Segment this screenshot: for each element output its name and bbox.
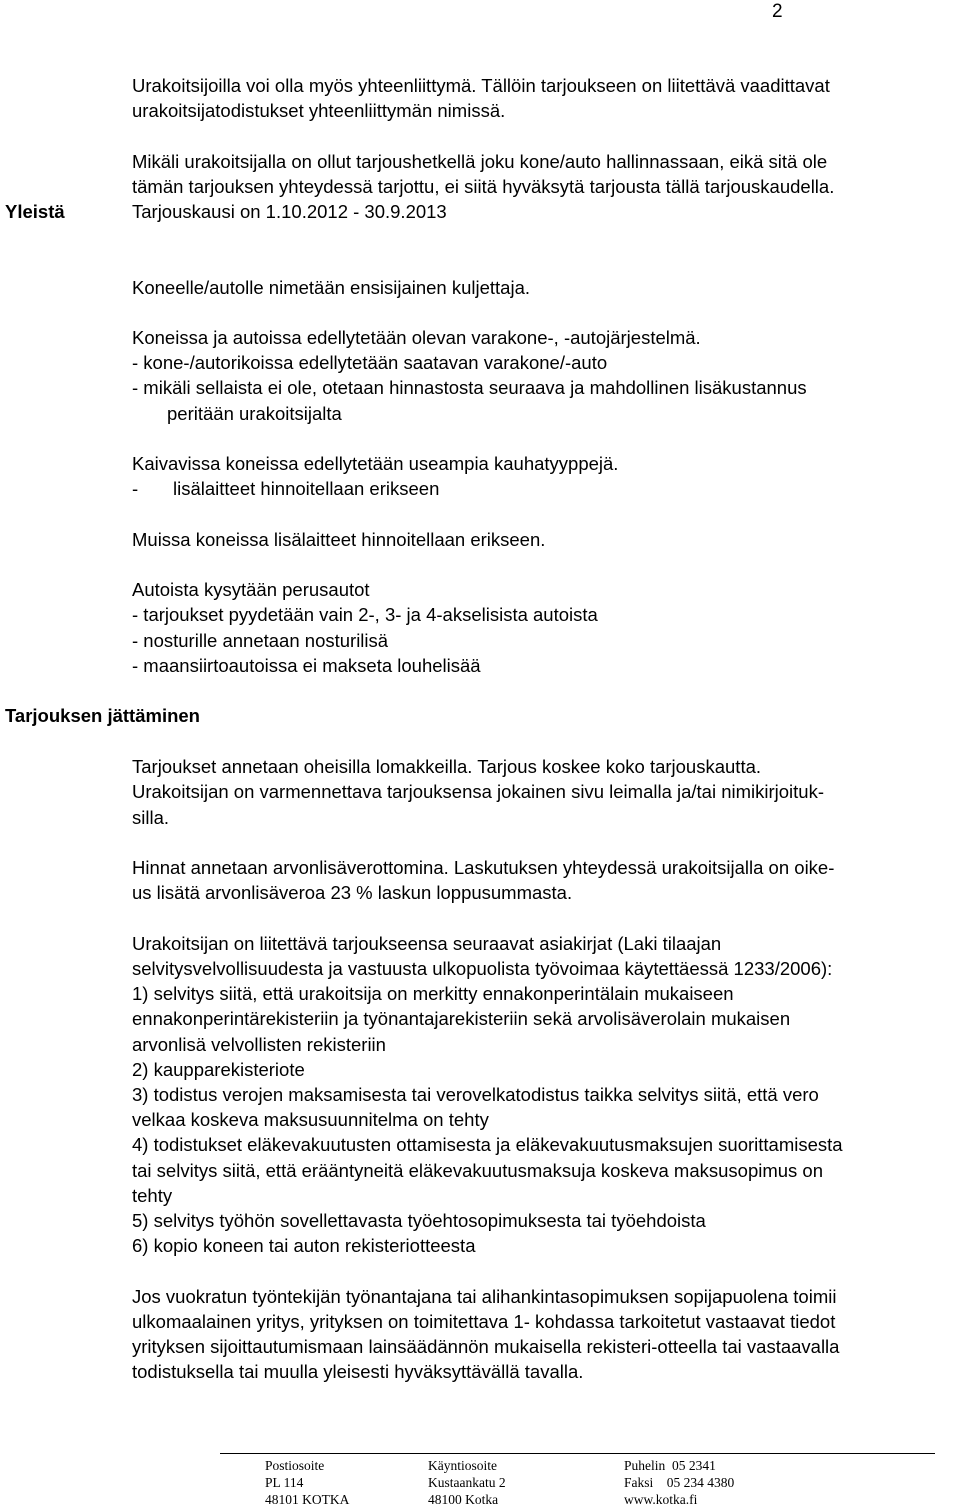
trucks-item-1: - tarjoukset pyydetään vain 2-, 3- ja 4-akselisista autoista	[132, 604, 598, 625]
documents-line12: 5) selvitys työhön sovellettavasta työehtosopimuksesta tai työehdoista	[132, 1210, 706, 1231]
page-number: 2	[772, 1, 783, 22]
intro-p1-line1: Urakoitsijoilla voi olla myös yhteenliittymä. Tällöin tarjoukseen on liitettävä vaadittavat	[132, 75, 830, 96]
intro-p1-line2: urakoitsijatodistukset yhteenliittymän nimissä.	[132, 100, 506, 121]
footer-fax: Faksi 05 234 4380	[624, 1475, 735, 1490]
spare-item-2-cont: peritään urakoitsijalta	[167, 403, 342, 424]
trucks-item-2: - nosturille annetaan nosturilisä	[132, 630, 389, 651]
documents-line13: 6) kopio koneen tai auton rekisteriotteesta	[132, 1235, 476, 1256]
footer-postal-line2: 48101 KOTKA	[265, 1492, 350, 1507]
documents-line10: tai selvitys siitä, että erääntyneitä eläkevakuutusmaksuja koskeva maksusopimus on	[132, 1160, 824, 1181]
foreign-line1: Jos vuokratun työntekijän työnantajana tai alihankintasopimuksen sopijapuolena toimii	[132, 1286, 837, 1307]
documents-line8: velkaa koskeva maksusuunnitelma on tehty	[132, 1109, 489, 1130]
documents-line6: 2) kaupparekisteriote	[132, 1059, 305, 1080]
footer-visiting-label: Käyntiosoite	[428, 1458, 497, 1473]
spare-intro: Koneissa ja autoissa edellytetään olevan varakone-, -autojärjestelmä.	[132, 327, 701, 348]
footer-phone: Puhelin 05 2341	[624, 1458, 716, 1473]
trucks-item-3: - maansiirtoautoissa ei makseta louhelisää	[132, 655, 481, 676]
documents-line2: selvitysvelvollisuudesta ja vastuusta ulkopuolista työvoimaa käytettäessä 1233/2006):	[132, 958, 833, 979]
documents-line3: 1) selvitys siitä, että urakoitsija on merkitty ennakonperintälain mukaiseen	[132, 983, 734, 1004]
other-machines: Muissa koneissa lisälaitteet hinnoitellaan erikseen.	[132, 529, 546, 550]
spare-item-2: - mikäli sellaista ei ole, otetaan hinnastosta seuraava ja mahdollinen lisäkustannus	[132, 377, 807, 398]
documents-line4: ennakonperintärekisteriin ja työnantajarekisteriin sekä arvolisäverolain mukaisen	[132, 1008, 791, 1029]
section-heading-jattaminen: Tarjouksen jättäminen	[5, 705, 200, 726]
driver-requirement: Koneelle/autolle nimetään ensisijainen kuljettaja.	[132, 277, 531, 298]
forms-p-line2: Urakoitsijan on varmennettava tarjouksensa jokainen sivu leimalla ja/tai nimikirjoituk-	[132, 781, 825, 802]
documents-line7: 3) todistus verojen maksamisesta tai verovelkatodistus taikka selvitys siitä, että vero	[132, 1084, 819, 1105]
trucks-intro: Autoista kysytään perusautot	[132, 579, 370, 600]
documents-line1: Urakoitsijan on liitettävä tarjoukseensa seuraavat asiakirjat (Laki tilaajan	[132, 933, 722, 954]
foreign-line2: ulkomaalainen yritys, yrityksen on toimitettava 1- kohdassa tarkoitetut vastaavat tiedot	[132, 1311, 836, 1332]
section-heading-yleista: Yleistä	[5, 201, 65, 222]
intro-p2-line1: Mikäli urakoitsijalla on ollut tarjoushetkellä joku kone/auto hallinnassaan, eikä sitä ole	[132, 151, 828, 172]
buckets-item: lisälaitteet hinnoitellaan erikseen	[173, 478, 440, 499]
buckets-requirement: Kaivavissa koneissa edellytetään useampia kauhatyyppejä.	[132, 453, 619, 474]
intro-p2-line2: tämän tarjouksen yhteydessä tarjottu, ei siitä hyväksytä tarjousta tällä tarjouskaudella.	[132, 176, 835, 197]
footer-postal-label: Postiosoite	[265, 1458, 325, 1473]
spare-item-1: - kone-/autorikoissa edellytetään saatavan varakone/-auto	[132, 352, 608, 373]
documents-line9: 4) todistukset eläkevakuutusten ottamisesta ja eläkevakuutusmaksujen suorittamisesta	[132, 1134, 843, 1155]
vat-p-line1: Hinnat annetaan arvonlisäverottomina. Laskutuksen yhteydessä urakoitsijalla on oike-	[132, 857, 835, 878]
footer-visiting-line1: Kustaankatu 2	[428, 1475, 506, 1490]
documents-line11: tehty	[132, 1185, 173, 1206]
foreign-line4: todistuksella tai muulla yleisesti hyväksyttävällä tavalla.	[132, 1361, 584, 1382]
documents-line5: arvonlisä velvollisten rekisteriin	[132, 1034, 386, 1055]
vat-p-line2: us lisätä arvonlisäveroa 23 % laskun loppusummasta.	[132, 882, 573, 903]
footer-postal-line1: PL 114	[265, 1475, 304, 1490]
footer-visiting-line2: 48100 Kotka	[428, 1492, 499, 1507]
buckets-item-dash: -	[132, 478, 139, 499]
forms-p-line3: silla.	[132, 807, 170, 828]
forms-p-line1: Tarjoukset annetaan oheisilla lomakkeilla. Tarjous koskee koko tarjouskautta.	[132, 756, 762, 777]
footer-web-link[interactable]: www.kotka.fi	[624, 1492, 698, 1507]
foreign-line3: yrityksen sijoittautumismaan lainsäädännön mukaisella rekisteri-otteella tai vastaavalla	[132, 1336, 840, 1357]
footer-rule	[220, 1453, 935, 1454]
offer-period: Tarjouskausi on 1.10.2012 - 30.9.2013	[132, 201, 447, 222]
